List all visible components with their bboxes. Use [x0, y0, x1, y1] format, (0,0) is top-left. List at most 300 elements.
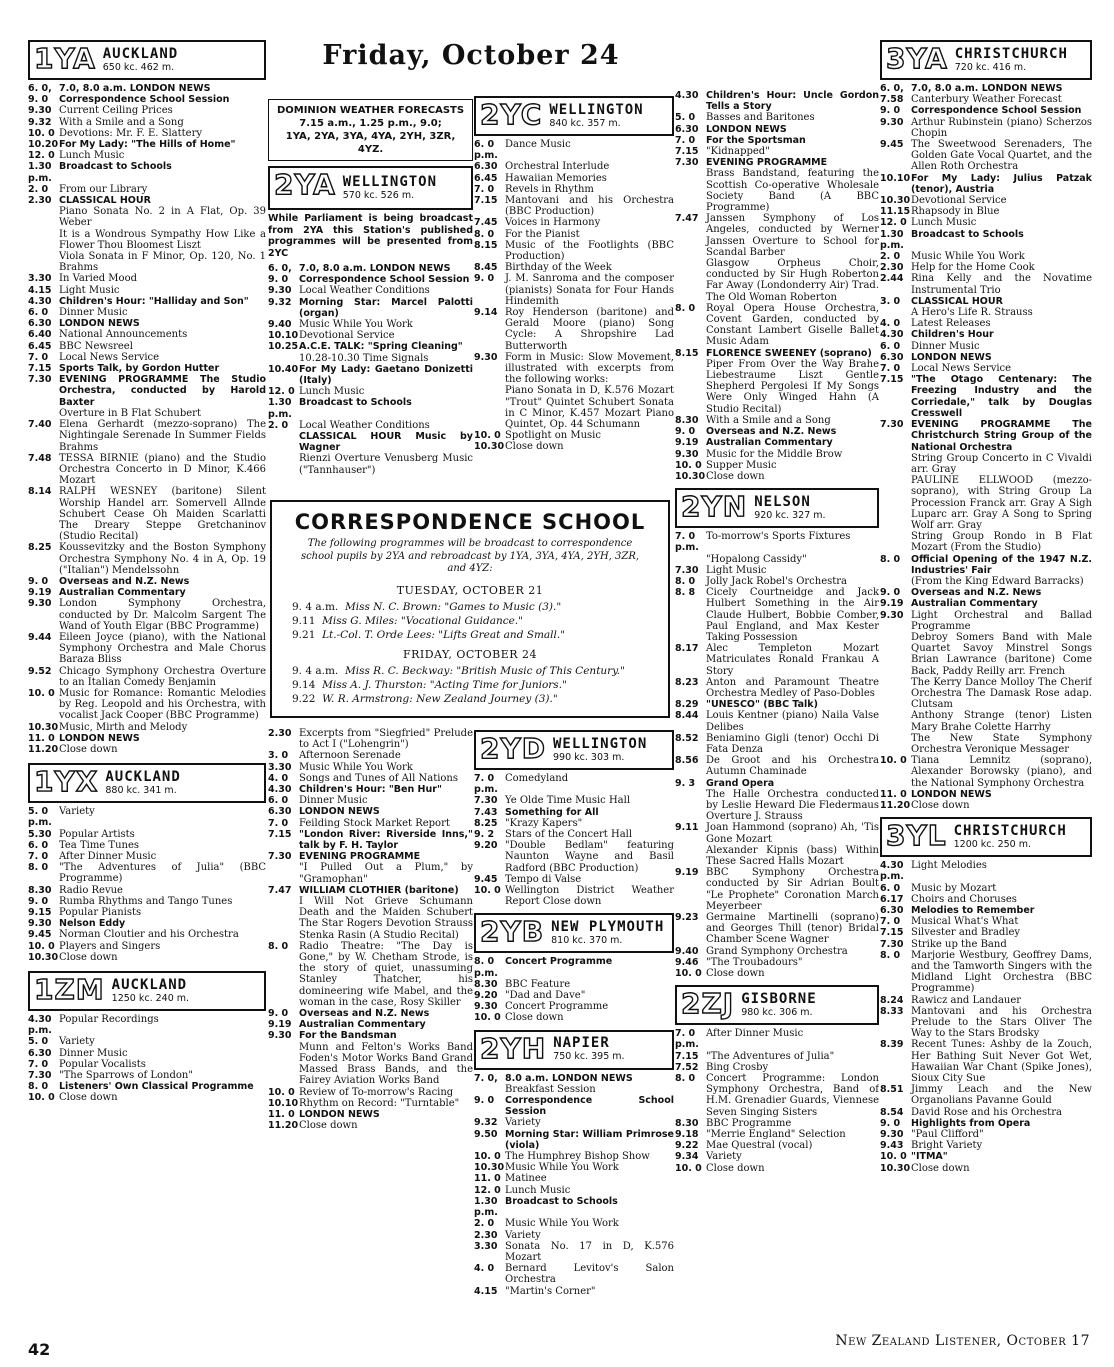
programme-title: Rawicz and Landauer [911, 994, 1022, 1006]
programme-title: "London River: Riverside Inns," talk by F. H. Taylor [299, 828, 473, 852]
programme-title: LONDON NEWS [299, 806, 380, 818]
programme-time: 10. 0 [268, 1086, 295, 1098]
station-logo: 2YA [274, 168, 336, 201]
programme-item [28, 117, 266, 128]
programme-title: Canterbury Weather Forecast [911, 94, 1062, 106]
programme-item [474, 352, 674, 386]
programme-title: Recent Tunes: Ashby de la Zouch, Her Bathing Suit Never Got Wet, Hawaiian War Chant (Spike Jones), Sioux City Sue [911, 1039, 1092, 1085]
programme-title: Variety [59, 1036, 95, 1048]
programme-item [268, 453, 473, 475]
programme-time: 9.30 [880, 116, 904, 128]
programme-title: 7.0, 8.0 a.m. LONDON NEWS [911, 83, 1063, 94]
programme-item [268, 885, 473, 896]
programme-time: 9.30 [474, 351, 498, 363]
programme-title: Radio Revue [59, 884, 123, 896]
programme-title: "Hopalong Cassidy" [706, 553, 807, 565]
station-logo: 2ZJ [681, 987, 735, 1021]
programme-time: 7.47 [268, 884, 292, 896]
programme-item [880, 789, 1092, 800]
station-city: NELSON [754, 493, 811, 510]
programme-item [675, 112, 879, 123]
programme-item [28, 1070, 266, 1081]
programme-title: LONDON NEWS [911, 788, 992, 800]
station-frequency: 990 kc. 303 m. [553, 751, 625, 763]
programme-item [675, 1062, 879, 1073]
programme-time: 9.30 [268, 1030, 292, 1042]
programme-item [268, 274, 473, 285]
programme-title: "The Sparrows of London" [59, 1070, 193, 1082]
programme-title: "I Pulled Out a Plum," by "Gramophan" [299, 862, 473, 885]
programme-time: 6. 0, [28, 83, 52, 94]
programme-time: 8.15 [474, 239, 498, 251]
programme-time: 4.15 [28, 284, 52, 296]
programme-time: 10.10 [268, 1097, 299, 1109]
programme-item [880, 363, 1092, 374]
station-city: CHRISTCHURCH [954, 45, 1068, 62]
programme-time: 9. 0 [28, 895, 49, 907]
programme-item [28, 1014, 266, 1036]
programme-title: Popular Recordings [59, 1014, 159, 1026]
programme-time: 8.52 [675, 732, 699, 744]
programme-title: Broadcast to Schools [911, 228, 1024, 240]
programme-item [474, 262, 674, 273]
programme-item [268, 1042, 473, 1087]
programme-time: 8. 0 [268, 940, 289, 952]
programme-time: 10.30 [880, 195, 911, 207]
programme-title: I Will Not Grieve Schumann Death and the Maiden Schubert The Star Rogers Devotion Strauss Stenka Rasin (A Studio Recital) [299, 896, 473, 941]
programme-title: Music of the Footlights (BBC Production) [505, 239, 674, 263]
programme-title: Morning Star: Marcel Palotti (organ) [299, 296, 473, 319]
programme-item [880, 531, 1092, 553]
programme-title: 8.0 a.m. LONDON NEWS [505, 1072, 633, 1084]
programme-item [675, 1151, 879, 1162]
schedule-2yh [474, 1073, 674, 1297]
programme-title: Supper Music [706, 459, 777, 471]
programme-title: 10.28-10.30 Time Signals [299, 352, 429, 364]
session-row: 9.11 Miss G. Miles: "Vocational Guidance." [292, 614, 523, 627]
programme-item [880, 677, 1092, 711]
programme-title: J. M. Sanroma and the composer (pianists) Sonata for Four Hands Hindemith [505, 273, 674, 307]
programme-title: Current Ceiling Prices [59, 105, 173, 117]
programme-title: Dance Music [505, 139, 571, 150]
programme-title: Joan Hammond (soprano) Ah, 'Tis Gone Mozart [706, 822, 879, 845]
programme-title: Piano Sonata in D, K.576 Mozart "Trout" Quintet Schubert Sonata in C Minor, K.457 Mozart Piano Quintet, Op. 44 Schumann [505, 385, 674, 431]
programme-time: 9. 0 [675, 426, 696, 438]
programme-item [880, 419, 1092, 453]
programme-title: Broadcast to Schools [505, 1195, 618, 1207]
programme-time [880, 531, 911, 553]
programme-time: 9.18 [675, 1129, 699, 1141]
session-row: 9. 4 a.m. Miss R. C. Beckway: "British Music of This Century." [292, 664, 625, 677]
programme-title: Alec Templeton Mozart Matriculates Ronald Frankau A Story [706, 643, 879, 677]
programme-time: 8.25 [474, 817, 498, 829]
programme-time: 7. 0 p.m. [675, 531, 699, 554]
programme-title: Close down [59, 743, 118, 755]
programme-item [880, 554, 1092, 576]
programme-time [268, 453, 299, 475]
programme-time: 8. 0 [880, 553, 901, 565]
programme-item [880, 610, 1092, 632]
programme-item [474, 1151, 674, 1162]
programme-title: Correspondence School Session [505, 1095, 674, 1118]
programme-item [268, 1008, 473, 1019]
programme-title: Devotional Service [911, 195, 1007, 207]
programme-title: LONDON NEWS [911, 351, 992, 363]
programme-title: WILLIAM CLOTHIER (baritone) [299, 884, 459, 896]
programme-item [28, 329, 266, 340]
programme-item [28, 184, 266, 195]
programme-title: Overseas and N.Z. News [299, 1008, 430, 1020]
programme-title: Music, Mirth and Melody [59, 721, 188, 733]
programme-item [880, 341, 1092, 352]
programme-item [880, 632, 1092, 677]
programme-title: Lunch Music [299, 386, 365, 398]
programme-title: Koussevitzky and the Boston Symphony Orchestra Symphony No. 4 in A, Op. 19 ("Italian") Mendelssohn [59, 542, 266, 576]
programme-time: 9.14 [474, 307, 498, 319]
programme-title: London Symphony Orchestra, conducted by Dr. Malcolm Sargent The Wand of Youth Elgar (BBC Programme) [59, 598, 266, 632]
programme-item [880, 307, 1092, 318]
programme-title: Close down [505, 1012, 564, 1024]
programme-title: Close down [59, 951, 118, 963]
programme-item [675, 348, 879, 359]
programme-time: 9.50 [474, 1128, 498, 1140]
programme-time: 9.32 [474, 1117, 498, 1129]
programme-time: 6.45 [474, 172, 498, 184]
programme-title: Bright Variety [911, 1140, 983, 1152]
programme-title: Light Melodies [911, 860, 987, 872]
programme-time [880, 632, 911, 677]
programme-title: Listeners' Own Classical Programme [59, 1081, 254, 1093]
programme-item [474, 161, 674, 172]
programme-item [675, 699, 879, 710]
programme-title: Revels in Rhythm [505, 183, 594, 195]
programme-time: 7.15 [675, 146, 699, 158]
programme-item [880, 329, 1092, 340]
programme-title: Concert Programme: London Symphony Orchestra, Band of H.M. Grenadier Guards, Viennese Seven Singing Sisters [706, 1073, 879, 1118]
programme-item [880, 475, 1092, 531]
programme-item [28, 1092, 266, 1103]
programme-item [880, 710, 1092, 732]
programme-item [880, 598, 1092, 609]
programme-time: 7.47 [675, 213, 699, 225]
programme-title: "The Troubadours" [706, 956, 803, 968]
schedule-2yc [474, 139, 674, 453]
programme-title: Sports Talk, by Gordon Hutter [59, 363, 220, 375]
programme-title: Comedyland [505, 773, 569, 784]
programme-time: 8.15 [675, 347, 699, 359]
programme-title: Songs and Tunes of All Nations [299, 772, 459, 784]
programme-time: 9.32 [28, 116, 52, 128]
programme-title: Stars of the Concert Hall [505, 829, 633, 841]
programme-title: Players and Singers [59, 940, 161, 952]
programme-time: 9. 0 [28, 94, 49, 106]
station-logo: 1ZM [34, 973, 105, 1007]
programme-item [675, 1118, 879, 1129]
programme-item [28, 105, 266, 116]
programme-time: 7.15 [675, 1050, 699, 1062]
programme-time [268, 1042, 299, 1087]
programme-title: CLASSICAL HOUR [59, 195, 151, 207]
programme-time: 10.10 [268, 330, 299, 342]
programme-title: Silvester and Bradley [911, 927, 1021, 939]
programme-item [675, 755, 879, 777]
programme-title: Light Music [706, 564, 767, 576]
programme-title: Light Orchestral and Ballad Programme [911, 609, 1092, 632]
programme-title: TESSA BIRNIE (piano) and the Studio Orchestra Concerto in D Minor, K.466 Mozart [59, 452, 266, 487]
programme-time: 8.24 [880, 994, 904, 1006]
station-frequency: 1250 kc. 240 m. [111, 992, 190, 1004]
programme-item [268, 806, 473, 817]
schedule-1zm [28, 1014, 266, 1104]
programme-title: Variety [59, 806, 95, 818]
programme-time: 8.25 [28, 542, 52, 554]
programme-title: Grand Opera [706, 777, 775, 789]
programme-item [28, 94, 266, 105]
programme-time: 7. 0 [28, 1058, 49, 1070]
programme-item [474, 1218, 674, 1229]
programme-time: 9.23 [675, 912, 699, 924]
programme-time: 5. 0 [675, 112, 696, 124]
programme-item [474, 885, 674, 907]
programme-item [268, 420, 473, 431]
programme-time [28, 206, 59, 228]
programme-title: The Halle Orchestra conducted by Leslie Heward Die Fledermaus Overture J. Strauss [706, 788, 879, 823]
programme-time: 2.30 [880, 262, 904, 274]
programme-time: 7. 0 [675, 134, 696, 146]
programme-time [28, 251, 59, 273]
programme-time: 9. 0 [474, 273, 495, 285]
programme-time [675, 845, 706, 867]
schedule-3ya [880, 83, 1092, 811]
programme-title: Help for the Home Cook [911, 262, 1035, 274]
programme-title: In Varied Mood [59, 273, 137, 285]
session-row: 9. 4 a.m. Miss N. C. Brown: "Games to Music (3)." [292, 600, 562, 613]
programme-time [675, 168, 706, 213]
weather-heading: DOMINION WEATHER FORECASTS [276, 105, 465, 116]
session-row: 9.21 Lt.-Col. T. Orde Lees: "Lifts Great and Small." [292, 628, 566, 641]
programme-time: 9. 0 [28, 575, 49, 587]
programme-title: Highlights from Opera [911, 1117, 1031, 1129]
programme-title: Review of To-morrow's Racing [299, 1086, 454, 1098]
programme-time: 9.52 [28, 665, 52, 677]
programme-title: Elena Gerhardt (mezzo-soprano) The Nightingale Serenade In Summer Fields Brahms [59, 419, 266, 453]
programme-item [474, 818, 674, 829]
programme-title: De Groot and his Orchestra Autumn Chaminade [706, 755, 879, 778]
programme-title: Birthday of the Week [505, 262, 612, 274]
programme-title: Dinner Music [299, 795, 368, 807]
programme-title: Music While You Work [505, 1218, 619, 1230]
programme-item [675, 733, 879, 755]
programme-title: BBC Symphony Orchestra conducted by Sir Adrian Boult "Le Prophete" Coronation March Meyerbeer [706, 867, 879, 912]
programme-item [880, 117, 1092, 139]
programme-item [880, 733, 1092, 755]
programme-item [28, 941, 266, 952]
station-header-2yd [474, 730, 674, 770]
programme-time: 7.15 [880, 927, 904, 939]
programme-time: 6. 0 [880, 340, 901, 352]
programme-item [880, 1118, 1092, 1129]
programme-time [880, 453, 911, 475]
programme-title: Piano Sonata No. 2 in A Flat, Op. 39 Weber [59, 206, 266, 229]
station-logo: 3YA [886, 42, 948, 75]
programme-title: For My Lady: Gaetano Donizetti (Italy) [299, 363, 473, 387]
programme-title: Rienzi Overture Venusberg Music ("Tannhauser") [299, 453, 473, 476]
programme-time: 10. 0 [675, 1162, 702, 1174]
programme-item [28, 744, 266, 755]
programme-time: 7.30 [28, 374, 52, 386]
programme-title: Rina Kelly and the Novatime Instrumental Trio [911, 273, 1092, 296]
programme-time: 7.15 [880, 374, 904, 386]
programme-title: Concert Programme [505, 956, 613, 968]
programme-item [675, 576, 879, 587]
programme-title: Piper From Over the Way Brahe Liebestraume Liszt Gentle Shepherd Pergolesi If My Songs Were Only Winged Hahn (A Studio Recital) [706, 358, 879, 415]
station-city: AUCKLAND [105, 768, 181, 785]
programme-time: 8.17 [675, 643, 699, 655]
programme-item [880, 1140, 1092, 1151]
programme-title: Nelson Eddy [59, 918, 126, 930]
programme-time: 4. 0 [474, 1263, 495, 1275]
programme-item [28, 907, 266, 918]
programme-item [28, 251, 266, 273]
programme-item [474, 1084, 674, 1095]
programme-item [28, 632, 266, 666]
programme-time: 9.30 [28, 918, 52, 930]
programme-time: 7.15 [28, 363, 52, 375]
programme-time: 10.30 [28, 721, 59, 733]
programme-item [675, 643, 879, 677]
programme-time: 11.20 [880, 800, 911, 811]
programme-title: Rhythm on Record: "Turntable" [299, 1097, 460, 1109]
programme-time: 7.30 [880, 938, 904, 950]
programme-time: 7. 0 [880, 363, 901, 375]
programme-time: 7. 0 p.m. [675, 1028, 699, 1051]
programme-item [28, 161, 266, 183]
programme-item [268, 818, 473, 829]
programme-item [28, 1059, 266, 1070]
programme-title: Australian Commentary [706, 437, 833, 449]
programme-title: "Krazy Kapers" [505, 817, 583, 829]
programme-time: 8. 0 p.m. [474, 956, 498, 979]
programme-item [675, 1140, 879, 1151]
programme-title: Local News Service [59, 351, 160, 363]
programme-title: "The Adventures of Julia" (BBC Programme) [59, 862, 266, 885]
programme-time: 9.30 [675, 448, 699, 460]
programme-title: Musical What's What [911, 916, 1019, 928]
programme-time: 6. 0, [880, 83, 904, 94]
programme-title: Children's Hour: Uncle Gordon Tells a Story [706, 90, 879, 113]
programme-title: String Group Concerto in C Vivaldi arr. Gray [911, 452, 1092, 475]
programme-title: Variety [505, 1229, 541, 1241]
programme-title: Mantovani and his Orchestra Prelude to the Stars Oliver The Way to the Stars Brodsky [911, 1005, 1092, 1040]
station-frequency: 880 kc. 341 m. [105, 784, 177, 796]
programme-item [474, 990, 674, 1001]
programme-title: Close down [911, 800, 970, 811]
programme-title: Beniamino Gigli (tenor) Occhi Di Fata Denza [706, 732, 879, 755]
programme-item [28, 1036, 266, 1047]
programme-time: 7. 0 [474, 183, 495, 195]
programme-item [880, 83, 1092, 94]
programme-title: Popular Vocalists [59, 1058, 146, 1070]
programme-title: Sonata No. 17 in D, K.576 Mozart [505, 1240, 674, 1263]
programme-time: 3.30 [268, 761, 292, 773]
programme-item [675, 1051, 879, 1062]
programme-item [675, 168, 879, 213]
station-frequency: 570 kc. 526 m. [342, 189, 415, 201]
programme-item [268, 795, 473, 806]
programme-item [880, 105, 1092, 116]
programme-title: 7.0, 8.0 a.m. LONDON NEWS [59, 83, 211, 94]
programme-item [474, 807, 674, 818]
programme-time: 2. 0 [880, 251, 901, 263]
programme-item [675, 957, 879, 968]
programme-time: 7.40 [28, 419, 52, 431]
programme-title: Tiana Lemnitz (soprano), Alexander Borowsky (piano), and the National Symphony Orchestra [911, 755, 1092, 789]
column-4 [675, 90, 879, 1340]
programme-time: 10. 0 [675, 968, 702, 980]
programme-item [28, 576, 266, 587]
programme-time [880, 733, 911, 755]
programme-title: Melodies to Remember [911, 905, 1035, 917]
programme-time: 10. 0 [474, 885, 501, 897]
programme-item [880, 755, 1092, 789]
station-city: GISBORNE [741, 990, 817, 1007]
programme-title: "Double Bedlam" featuring Naunton Wayne and Basil Radford (BBC Production) [505, 840, 674, 874]
programme-time: 9.43 [880, 1140, 904, 1152]
schedule-2yh-continued [675, 90, 879, 482]
programme-title: LONDON NEWS [706, 123, 787, 135]
programme-time: 8.30 [28, 884, 52, 896]
programme-time: 7.52 [675, 1061, 699, 1073]
programme-time: 9.11 [675, 822, 699, 834]
programme-item [28, 195, 266, 206]
programme-title: Tempo di Valse [505, 873, 582, 885]
programme-time [880, 475, 911, 531]
station-city: AUCKLAND [111, 976, 188, 993]
programme-title: Royal Opera House Orchestra, Covent Garden, conducted by Constant Lambert Giselle Ballet Music Adam [706, 302, 879, 348]
programme-title: Children's Hour [911, 329, 994, 341]
programme-title: Matinee [505, 1173, 547, 1185]
programme-time: 8. 0 [675, 302, 696, 314]
programme-item [880, 139, 1092, 173]
programme-title: Close down [59, 1092, 118, 1104]
programme-time [880, 307, 911, 318]
programme-item [28, 408, 266, 419]
programme-title: "The Adventures of Julia" [706, 1050, 835, 1062]
programme-title: Broadcast to Schools [59, 161, 172, 173]
programme-time: 7. 0, [474, 1072, 498, 1084]
programme-time: 10. 0 [675, 459, 702, 471]
programme-item [675, 845, 879, 867]
programme-title: After Dinner Music [706, 1028, 804, 1040]
programme-time: 9.19 [880, 598, 904, 610]
programme-item [28, 352, 266, 363]
programme-item [268, 1109, 473, 1120]
programme-time: 8.45 [474, 262, 498, 274]
programme-time: 10. 0 [474, 430, 501, 442]
programme-time: 8.51 [880, 1084, 904, 1096]
programme-title: For the Bandsman [299, 1030, 397, 1042]
programme-time: 2.30 [474, 1229, 498, 1241]
programme-title: "ITMA" [911, 1151, 948, 1163]
programme-item [268, 1120, 473, 1131]
programme-time: 8.44 [675, 710, 699, 722]
programme-time: 6.30 [880, 905, 904, 917]
programme-item [28, 150, 266, 161]
column-5 [880, 0, 1092, 1330]
programme-title: Devotional Service [299, 330, 395, 342]
programme-title: Devotions: Mr. F. E. Slattery [59, 127, 203, 139]
programme-item [880, 173, 1092, 195]
